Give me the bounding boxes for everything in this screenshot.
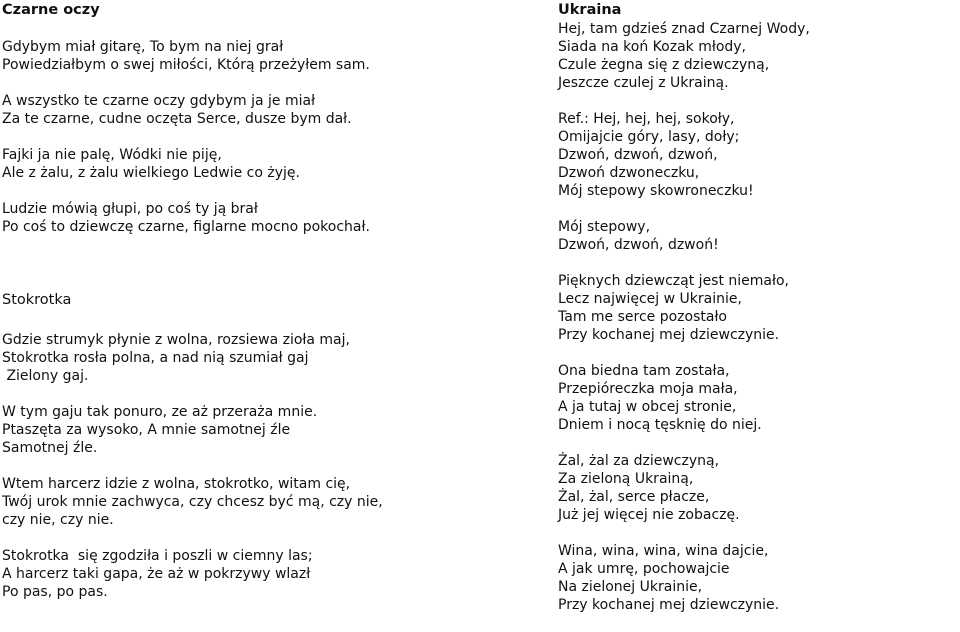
lyric-line: Ptaszęta za wysoko, A mnie samotnej źle <box>2 422 291 438</box>
lyric-line: Po coś to dziewczę czarne, figlarne mocno pokochał. <box>2 219 370 235</box>
lyric-line: Ona biedna tam została, <box>558 363 730 379</box>
lyric-line: W tym gaju tak ponuro, ze aż przeraża mnie. <box>2 404 318 420</box>
lyric-line: Mój stepowy skowroneczku! <box>558 183 754 199</box>
lyric-line: Za zieloną Ukrainą, <box>558 471 694 487</box>
lyric-line: Fajki ja nie palę, Wódki nie piję, <box>2 147 222 163</box>
lyric-line: Żal, żal za dziewczyną, <box>558 453 720 469</box>
lyric-line: Siada na koń Kozak młody, <box>558 39 747 55</box>
lyric-line: Dzwoń dzwoneczku, <box>558 165 700 181</box>
lyric-line: Ref.: Hej, hej, hej, sokoły, <box>558 111 735 127</box>
lyric-line: czy nie, czy nie. <box>2 512 114 528</box>
lyric-line: Tam me serce pozostało <box>558 309 727 325</box>
lyric-line: Stokrotka się zgodziła i poszli w ciemny las; <box>2 548 313 564</box>
song-title-czarne-oczy: Czarne oczy <box>2 2 100 18</box>
lyric-line: Hej, tam gdzieś znad Czarnej Wody, <box>558 21 810 37</box>
lyric-line: Omijajcie góry, lasy, doły; <box>558 129 740 145</box>
lyric-line: Zielony gaj. <box>2 368 89 384</box>
lyric-line: Przepióreczka moja mała, <box>558 381 738 397</box>
lyric-line: Jeszcze czulej z Ukrainą. <box>558 75 729 91</box>
lyric-line: Po pas, po pas. <box>2 584 108 600</box>
lyric-line: Mój stepowy, <box>558 219 651 235</box>
lyric-line: A harcerz taki gapa, że aż w pokrzywy wlazł <box>2 566 311 582</box>
lyric-line: Przy kochanej mej dziewczynie. <box>558 327 780 343</box>
lyric-line: Dniem i nocą tęsknię do niej. <box>558 417 762 433</box>
lyric-line: A wszystko te czarne oczy gdybym ja je miał <box>2 93 316 109</box>
lyric-line: Gdzie strumyk płynie z wolna, rozsiewa zioła maj, <box>2 332 350 348</box>
lyric-line: A ja tutaj w obcej stronie, <box>558 399 737 415</box>
lyric-line: Stokrotka rosła polna, a nad nią szumiał gaj <box>2 350 309 366</box>
lyric-line: Twój urok mnie zachwyca, czy chcesz być mą, czy nie, <box>2 494 383 510</box>
lyric-line: A jak umrę, pochowajcie <box>558 561 730 577</box>
song-title-ukraina: Ukraina <box>558 2 622 18</box>
song-title-stokrotka: Stokrotka <box>2 292 72 308</box>
lyric-line: Przy kochanej mej dziewczynie. <box>558 597 780 613</box>
lyric-line: Dzwoń, dzwoń, dzwoń, <box>558 147 718 163</box>
lyric-line: Wina, wina, wina, wina dajcie, <box>558 543 769 559</box>
lyric-line: Żal, żal, serce płacze, <box>558 489 710 505</box>
lyric-line: Lecz najwięcej w Ukrainie, <box>558 291 742 307</box>
lyric-line: Za te czarne, cudne oczęta Serce, dusze bym dał. <box>2 111 352 127</box>
lyric-line: Wtem harcerz idzie z wolna, stokrotko, witam cię, <box>2 476 351 492</box>
lyric-line: Już jej więcej nie zobaczę. <box>558 507 740 523</box>
lyric-line: Czule żegna się z dziewczyną, <box>558 57 770 73</box>
lyric-line: Ludzie mówią głupi, po coś ty ją brał <box>2 201 258 217</box>
lyric-line: Samotnej źle. <box>2 440 98 456</box>
lyric-line: Na zielonej Ukrainie, <box>558 579 703 595</box>
lyric-line: Dzwoń, dzwoń, dzwoń! <box>558 237 719 253</box>
lyric-line: Powiedziałbym o swej miłości, Którą przeżyłem sam. <box>2 57 370 73</box>
lyric-line: Ale z żalu, z żalu wielkiego Ledwie co żyję. <box>2 165 300 181</box>
lyric-line: Gdybym miał gitarę, To bym na niej grał <box>2 39 284 55</box>
lyric-line: Pięknych dziewcząt jest niemało, <box>558 273 789 289</box>
